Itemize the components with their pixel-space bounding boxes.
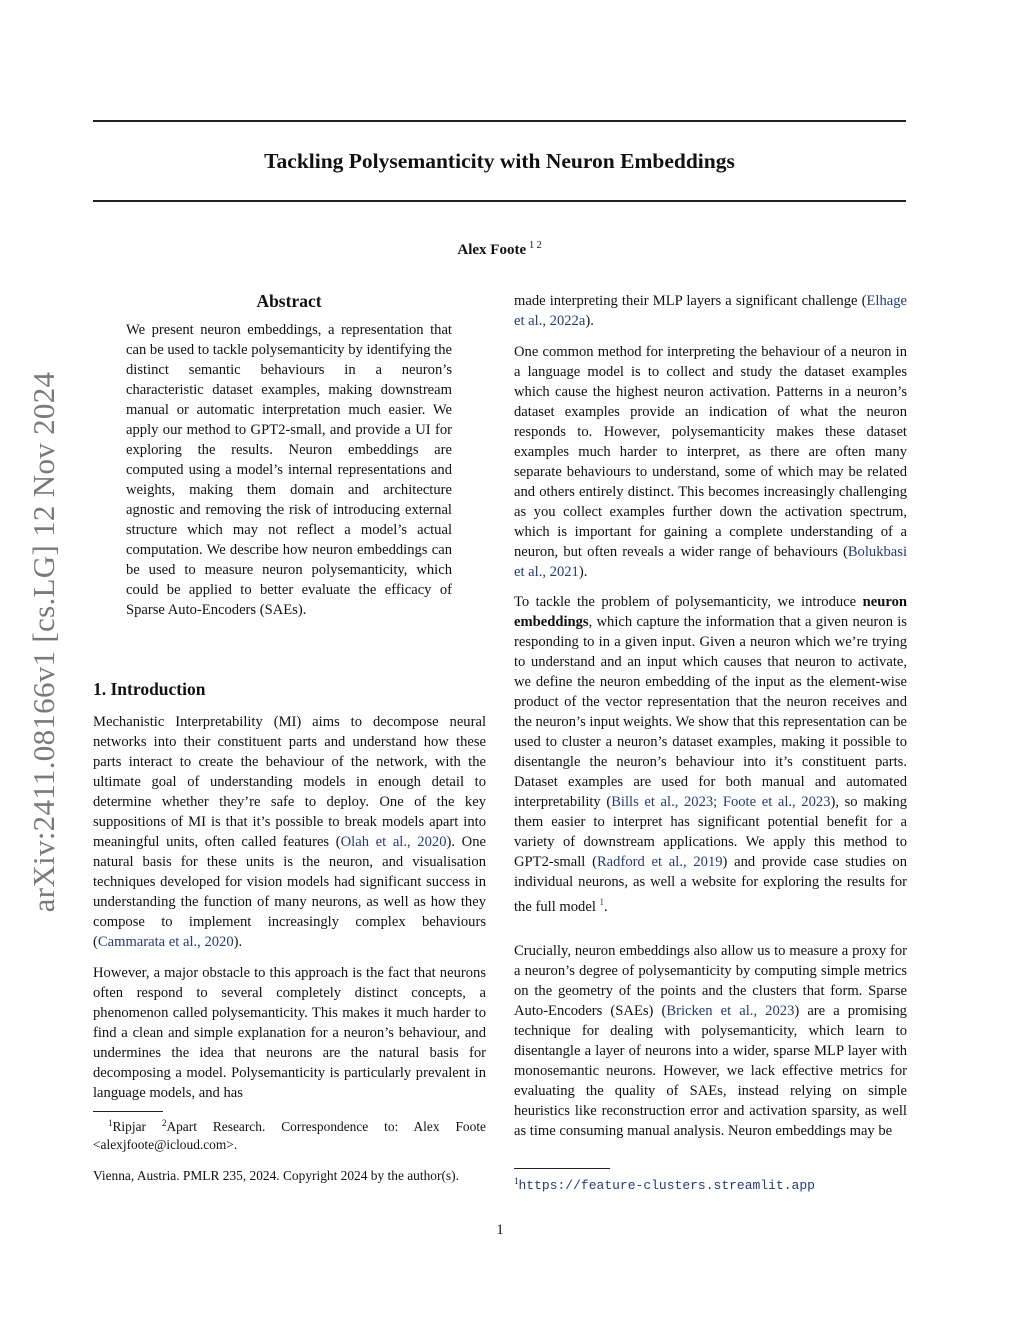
footnotes-left: [93, 1114, 486, 1185]
section-heading-introduction: 1. Introduction: [93, 679, 206, 699]
website-link[interactable]: https://feature-clusters.streamlit.app: [518, 1178, 815, 1193]
footnote-rule: [514, 1168, 610, 1169]
citation-link[interactable]: Bricken et al., 2023: [666, 1003, 795, 1019]
emphasis-neuron-embeddings: neuron embeddings: [514, 594, 907, 630]
right-paragraph-0: made interpreting their MLP layers a significant challenge (Elhage et al., 2022a).: [514, 293, 907, 329]
citation-link[interactable]: Bills et al., 2023; Foote et al., 2023: [611, 794, 831, 810]
right-paragraph-3: Crucially, neuron embeddings also allow us to measure a proxy for a neuron’s degree of polysemanticity by computing simple metrics on the geometry of the points and the clusters that form. Sparse Auto-Encoders (SAEs) (Bricken et al., 2023) are a promising technique for dealing with polysemanticity, which learn to disentangle a layer of neurons into a wider, sparse MLP layer with monosemantic neurons. However, we lack effective metrics for evaluating the quality of SAEs, instead relying on simple heuristics like reconstruction error and activation sparsity, as well as time consuming manual analysis. Neuron embeddings may be: [514, 943, 907, 1139]
paper-title: Tackling Polysemanticity with Neuron Embeddings: [264, 149, 735, 173]
abstract-text: We present neuron embeddings, a representation that can be used to tackle polysemanticity by identifying the distinct semantic behaviours in a neuron’s characteristic dataset examples, making downstream manual or automatic interpretation much easier. We apply our method to GPT2-small, and provide a UI for exploring the results. Neuron embeddings are computed using a model’s internal representations and weights, making them domain and architecture agnostic and removing the risk of introducing external structure which may not reflect a model’s actual computation. We describe how neuron embeddings can be used to measure neuron polysemanticity, which could be applied to better evaluate the efficacy of Sparse Auto-Encoders (SAEs).: [126, 322, 452, 618]
citation-link[interactable]: Olah et al., 2020: [340, 834, 447, 850]
author-line: [93, 235, 906, 261]
intro-paragraph-1: Mechanistic Interpretability (MI) aims to decompose neural networks into their constituent parts and understand how these parts interact to create the behaviour of the network, with the ultimate goal of understanding models in enough detail to determine whether they’re safe to deploy. One of the key suppositions of MI is that it’s possible to break models apart into meaningful units, often called features (Olah et al., 2020). One natural basis for these units is the neuron, and visualisation techniques developed for vision models had significant success in understanding the function of many neurons, as well as how they compose to implement increasingly complex behaviours (Cammarata et al., 2020).: [93, 714, 486, 950]
footnote-ref[interactable]: 1: [599, 897, 605, 907]
venue-footnote: Vienna, Austria. PMLR 235, 2024. Copyright 2024 by the author(s).: [93, 1168, 459, 1183]
title-bottom-rule: [93, 200, 906, 202]
citation-link[interactable]: Elhage et al., 2022a: [514, 293, 907, 329]
author-affiliation-marks: 1 2: [529, 240, 542, 251]
intro-paragraph-2: However, a major obstacle to this approach is the fact that neurons often respond to several completely distinct concepts, a phenomenon called polysemanticity. This makes it much harder to find a clean and simple explanation for a neuron’s behaviour, and undermines the idea that neurons are the natural basis for decomposing a model. Polysemanticity is particularly prevalent in language models, and has: [93, 965, 486, 1101]
footnote-url: $^1$https://feature-clusters.streamlit.app: [514, 1176, 815, 1193]
footnote-rule: [93, 1111, 163, 1112]
arxiv-stamp: arXiv:2411.08166v1 [cs.LG] 12 Nov 2024: [26, 371, 61, 913]
citation-link[interactable]: Radford et al., 2019: [596, 854, 723, 870]
author-name: Alex Foote: [457, 242, 527, 258]
page-number: 1: [496, 1222, 504, 1238]
citation-link[interactable]: Bolukbasi et al., 2021: [514, 544, 907, 580]
abstract-body: [126, 320, 452, 620]
top-rule: [93, 120, 906, 122]
abstract-heading: Abstract: [256, 291, 322, 311]
right-paragraph-1: One common method for interpreting the behaviour of a neuron in a language model is to collect and study the dataset examples which cause the highest neuron activation. Patterns in a neuron’s dataset examples provide an indication of what the neuron responds to. However, polysemanticity makes these dataset examples much harder to interpret, as there are often many separate behaviours to understand, some of which may be related and others entirely distinct. This becomes increasingly challenging as you collect examples further down the activation spectrum, which is important for gaining a complete understanding of a neuron, but often reveals a wider range of behaviours (Bolukbasi et al., 2021).: [514, 344, 907, 580]
affiliation-footnote: $^1$Ripjar $^2$Apart Research. Correspondence to: Alex Foote <alexjfoote@icloud.com>.: [93, 1118, 486, 1152]
right-paragraph-2: To tackle the problem of polysemanticity, we introduce neuron embeddings, which capture the information that a given neuron is responding to in a given input. Given a neuron which we’re trying to understand and an input which causes that neuron to activate, we define the neuron embedding of the input as the element-wise product of the vector representation that the neuron receives and the neuron’s input weights. We show that this representation can be used to cluster a neuron’s dataset examples, making it possible to disentangle the neuron’s behaviour into it’s constituent parts. Dataset examples are used for both manual and automated interpretability (Bills et al., 2023; Foote et al., 2023), so making them easier to interpret has significant potential benefit for a variety of downstream applications. We apply this method to GPT2-small (Radford et al., 2019) and provide case studies on individual neurons, as well a website for exploring the results for the full model $^1$.: [514, 594, 907, 915]
citation-link[interactable]: Cammarata et al., 2020: [97, 934, 234, 950]
